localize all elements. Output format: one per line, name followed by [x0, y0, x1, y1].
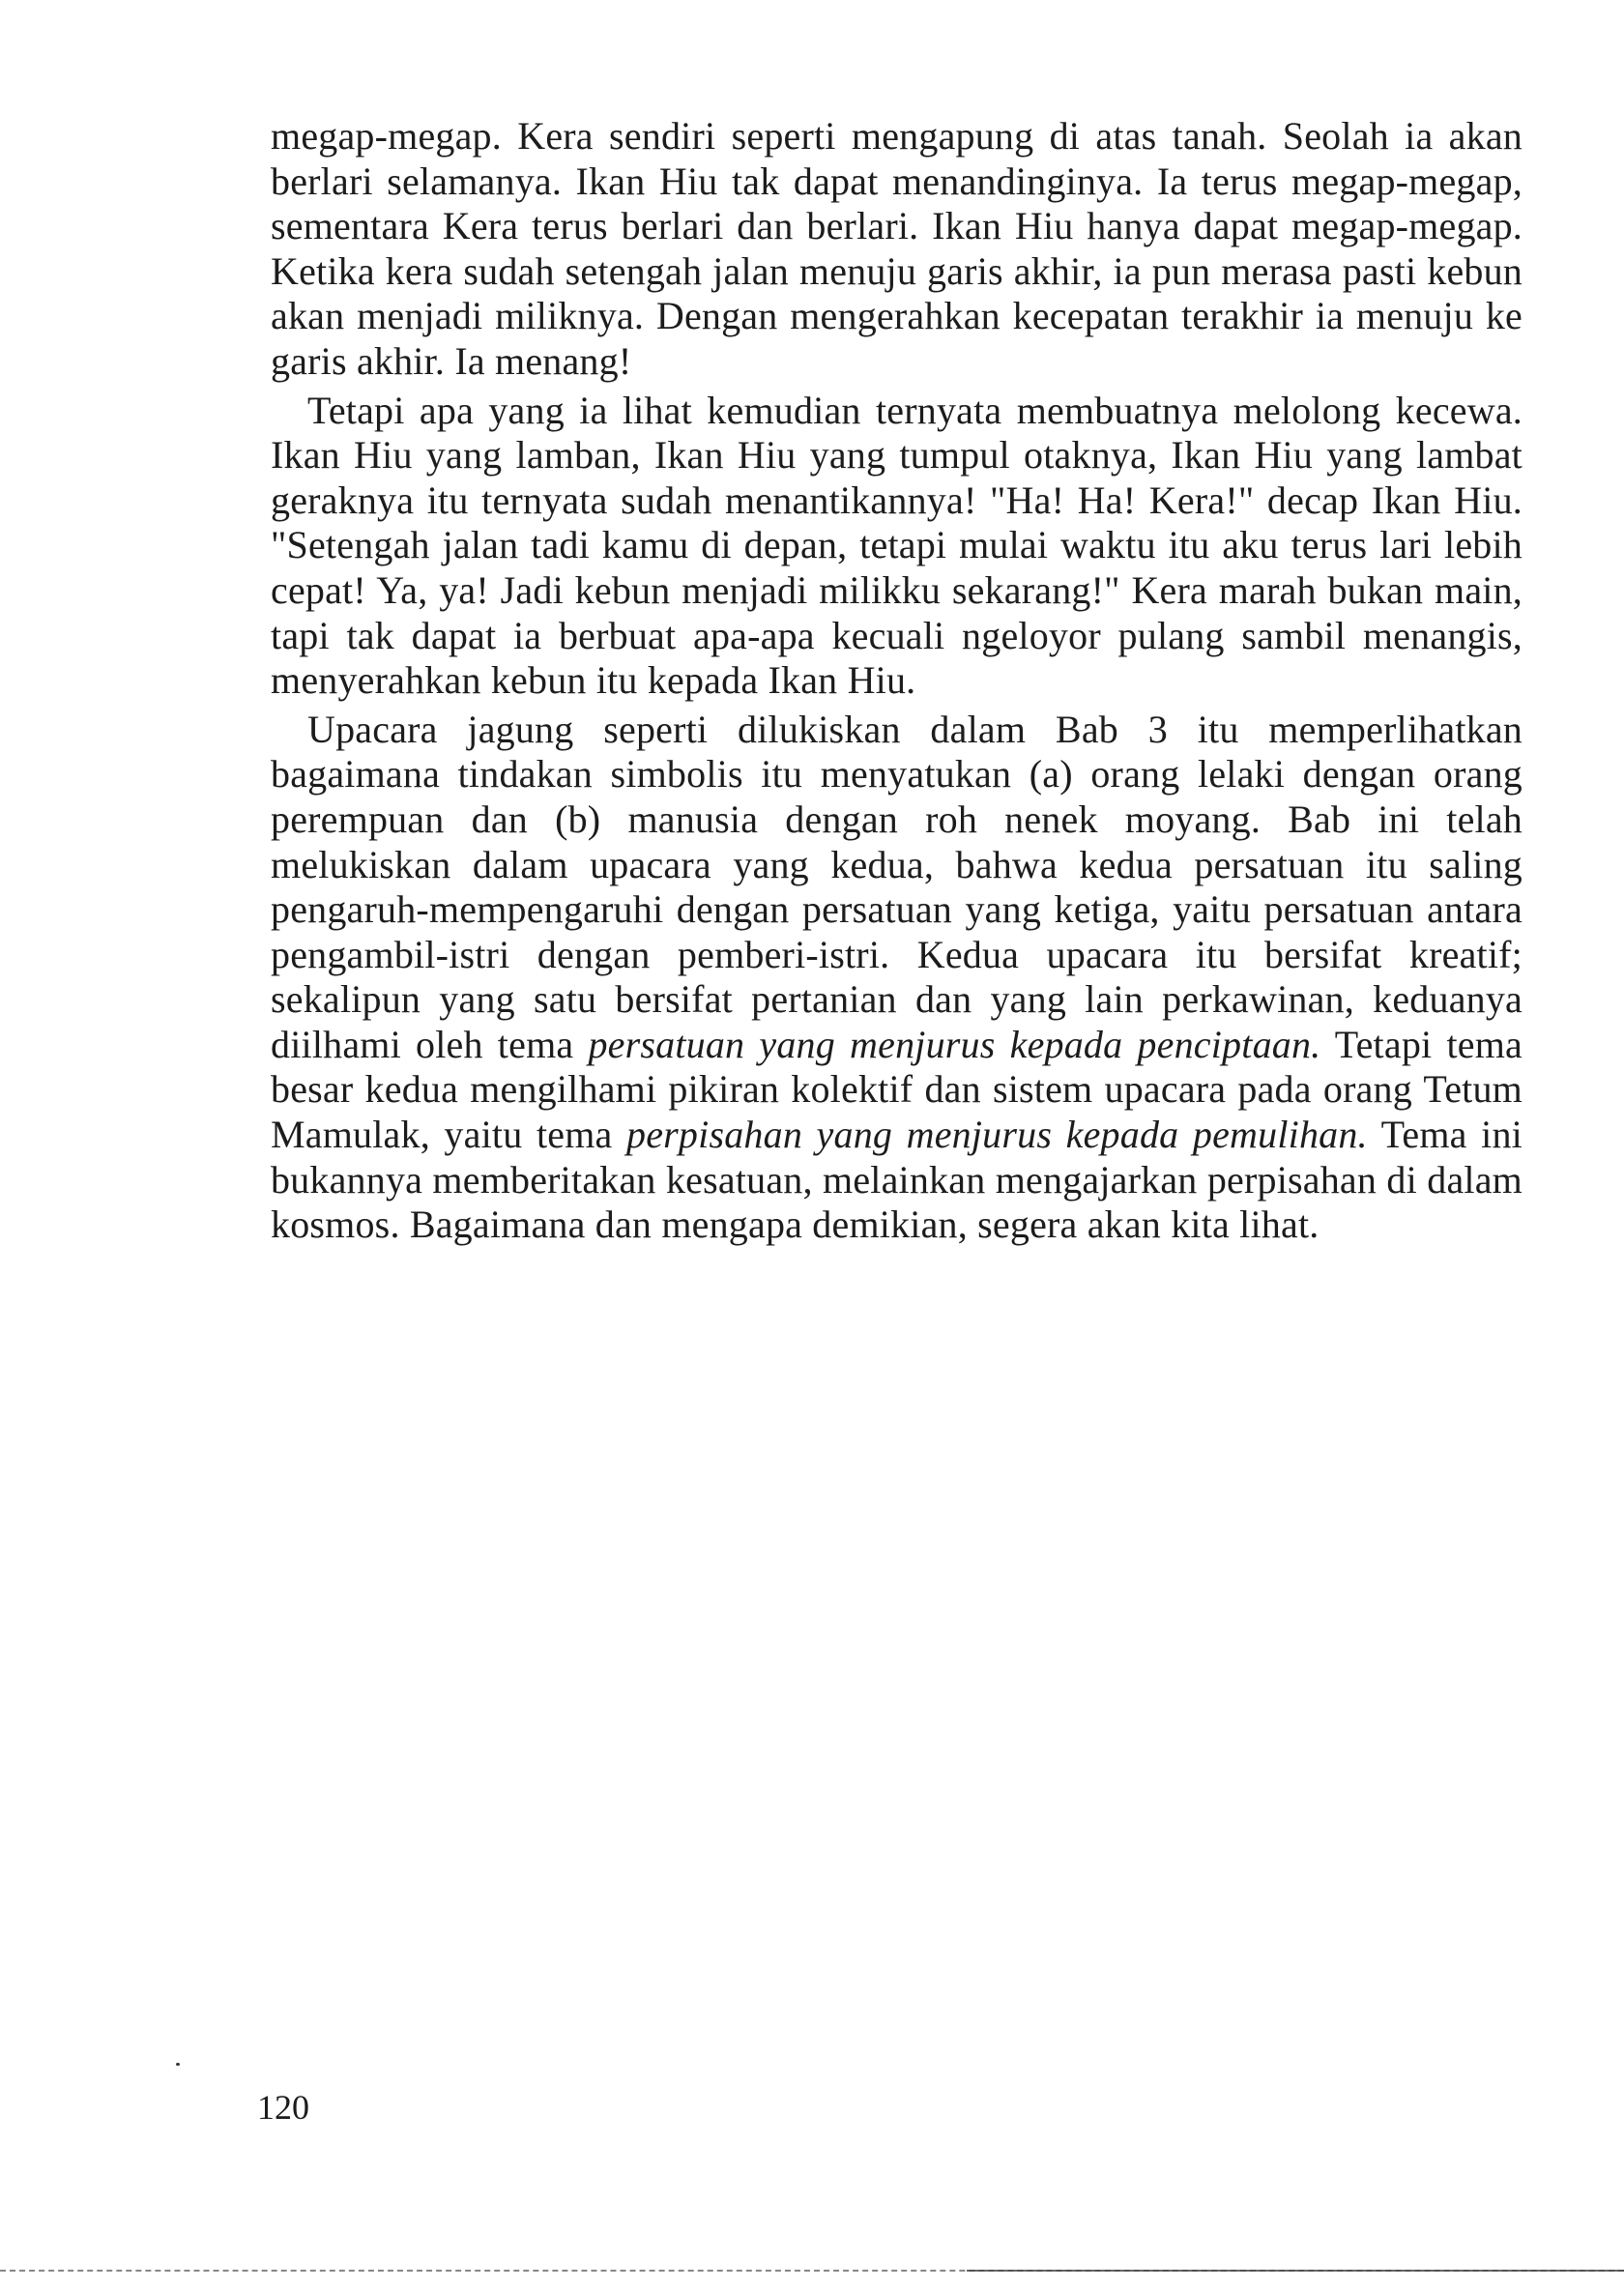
- paragraph-3-text-b: Tetapi tema besar kedua mengilhami pikiran kolektif dan sistem upacara pada orang Tetum Mamulak, yaitu tema: [271, 1022, 1522, 1157]
- paragraph-3-italic-phrase-2: perpisahan yang menjurus kepada pemulihan.: [626, 1113, 1368, 1157]
- bottom-edge-rule-solid: [967, 2270, 1624, 2272]
- paragraph-1-text: megap-megap. Kera sendiri seperti mengapung di atas tanah. Seolah ia akan berlari selamanya. Ikan Hiu tak dapat menandinginya. Ia terus megap-megap, sementara Kera terus berlari dan berlari. Ikan Hiu hanya dapat megap-megap. Ketika kera sudah setengah jalan menuju garis akhir, ia pun merasa pasti kebun akan menjadi miliknya. Dengan mengerahkan kecepatan terakhir ia menuju ke garis akhir. Ia menang!: [271, 114, 1522, 383]
- scan-speck: [176, 2063, 180, 2066]
- body-text: [271, 114, 1522, 1252]
- paragraph-2: [271, 389, 1522, 704]
- paragraph-3-text-c: Tema ini bukannya memberitakan kesatuan, melainkan mengajarkan perpisahan di dalam kosmos. Bagaimana dan mengapa demikian, segera akan kita lihat.: [271, 1113, 1522, 1247]
- paragraph-3-italic-phrase-1: persatuan yang menjurus kepada penciptaan.: [588, 1022, 1321, 1066]
- page-number: 120: [257, 2088, 309, 2127]
- paragraph-1: [271, 114, 1522, 385]
- paragraph-3: [271, 708, 1522, 1248]
- paragraph-2-text: Tetapi apa yang ia lihat kemudian ternyata membuatnya melolong kecewa. Ikan Hiu yang lamban, Ikan Hiu yang tumpul otaknya, Ikan Hiu yang lambat geraknya itu ternyata sudah menantikannya! "Ha! Ha! Kera!" decap Ikan Hiu. "Setengah jalan tadi kamu di depan, tetapi mulai waktu itu aku terus lari lebih cepat! Ya, ya! Jadi kebun menjadi milikku sekarang!" Kera marah bukan main, tapi tak dapat ia berbuat apa-apa kecuali ngeloyor pulang sambil menangis, menyerahkan kebun itu kepada Ikan Hiu.: [271, 388, 1522, 703]
- paragraph-3-text-a: Upacara jagung seperti dilukiskan dalam Bab 3 itu memperlihatkan bagaimana tindakan simbolis itu menyatukan (a) orang lelaki dengan orang perempuan dan (b) manusia dengan roh nenek moyang. Bab ini telah melukiskan dalam upacara yang kedua, bahwa kedua persatuan itu saling pengaruh-mempengaruhi dengan persatuan yang ketiga, yaitu persatuan antara pengambil-istri dengan pemberi-istri. Kedua upacara itu bersifat kreatif; sekalipun yang satu bersifat pertanian dan yang lain perkawinan, keduanya diilhami oleh tema: [271, 707, 1522, 1066]
